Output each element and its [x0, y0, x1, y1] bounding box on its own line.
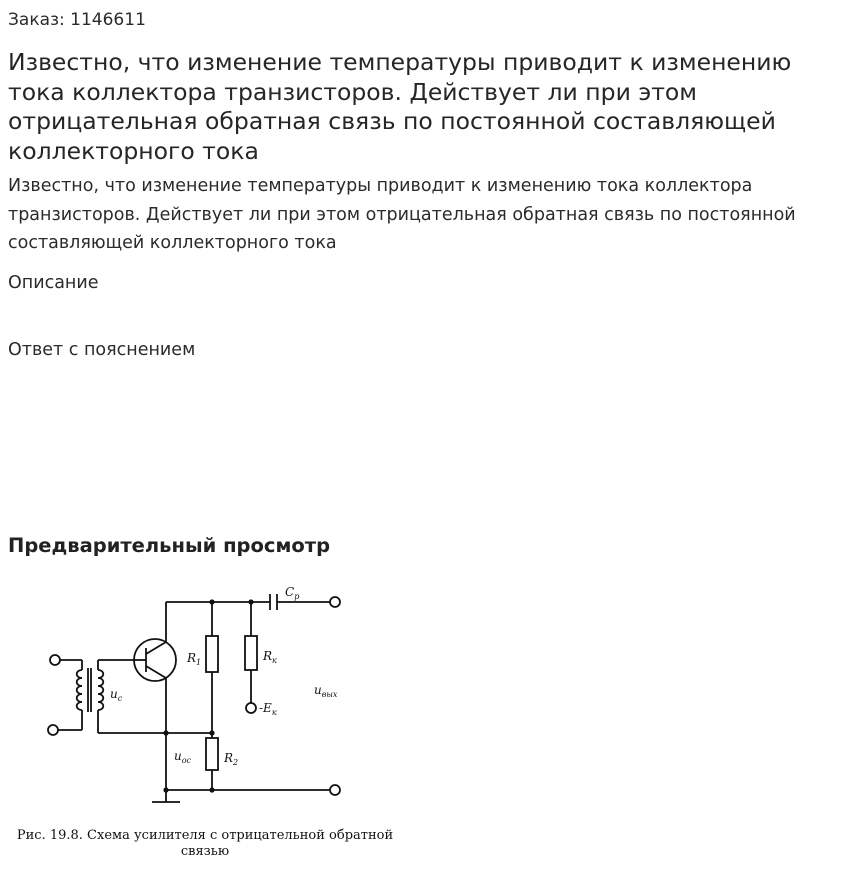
uc-label: $u_c$	[110, 687, 123, 703]
preview-heading: Предварительный просмотр	[8, 534, 331, 557]
description-label: Описание	[8, 273, 99, 293]
amplifier-circuit-diagram	[0, 570, 420, 828]
question-text: Известно, что изменение температуры приводит к изменению тока коллектора транзисторов. Действует ли при этом отрицательная обратная связь по постоянной составляющей коллекторного тока	[8, 176, 796, 253]
caption-line-1: Рис. 19.8. Схема усилителя с отрицательной обратной	[16, 828, 394, 843]
circuit-preview-image	[0, 570, 420, 874]
r1-label: $R_1$	[187, 651, 202, 667]
answer-type: Ответ с пояснением	[8, 340, 196, 360]
figure-caption	[0, 828, 410, 860]
r2-label: $R_2$	[224, 751, 239, 767]
uoc-label: $u_{ос}$	[174, 749, 192, 765]
rk-label: $R_к$	[263, 649, 277, 665]
caption-line-2: связью	[180, 844, 230, 859]
ek-label: $-E_к$	[259, 701, 277, 717]
uout-label: $u_{вых}$	[314, 683, 338, 699]
question-title: Известно, что изменение температуры приводит к изменению тока коллектора транзисторов. Действует ли при этом отрицательная обратная связь по постоянной составляющей коллекторного тока	[8, 48, 792, 165]
order-number: Заказ: 1146611	[8, 10, 146, 30]
cp-label: $C_p$	[285, 585, 300, 601]
